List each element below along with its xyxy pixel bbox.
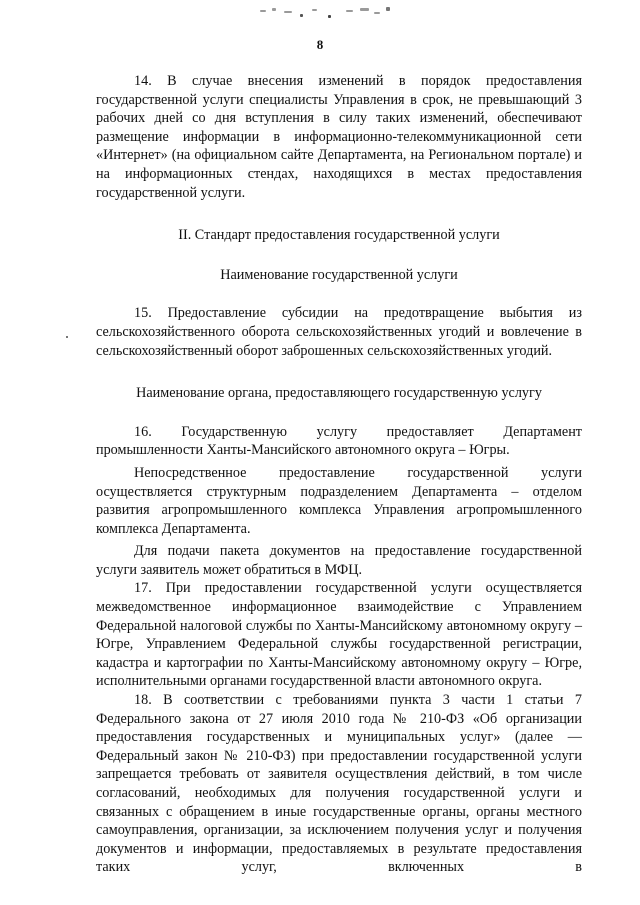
paragraph-16-mfc: Для подачи пакета документов на предоставление государственной услуги заявитель может обратиться в МФЦ. [96, 543, 582, 578]
paragraph-16-direct: Непосредственное предоставление государственной услуги осуществляется структурным подразделением Департамента – отделом развития агропромышленного комплекса Управления агропромышленного комплекса Департамента. [96, 464, 582, 537]
paragraph-15: 15. Предоставление субсидии на предотвращение выбытия из сельскохозяйственного оборота сельскохозяйственных угодий и вовлечение в сельскохозяйственный оборот заброшенных сельскохозяйственных угодий. [96, 305, 582, 359]
section-title: II. Стандарт предоставления государственной услуги [178, 227, 500, 244]
heading-organ-name: Наименование органа, предоставляющего государственную услугу [136, 385, 542, 402]
paragraph-14: 14. В случае внесения изменений в порядок предоставления государственной услуги специалисты Управления в срок, не превышающий 3 рабочих дней со дня вступления в силу таких изменений, обеспечивают размещение информации в информационно-телекоммуникационной сети «Интернет» (на официальном сайте Департамента, на Региональном портале) и на информационных стендах, находящихся в местах предоставления государственной услуги. [96, 73, 582, 201]
heading-service-name: Наименование государственной услуги [220, 266, 458, 283]
paragraph-17: 17. При предоставлении государственной услуги осуществляется межведомственное информационное взаимодействие с Управлением Федеральной налоговой службы по Ханты-Мансийскому автономному округу – Югре, Управлением Федеральной службы государственной регистрации, кадастра и картографии по Ханты-Мансийскому автономному округу – Югре, исполнительными органами государственной власти автономного округа. [96, 580, 582, 690]
document-body [96, 72, 582, 877]
paragraph-16: 16. Государственную услугу предоставляет Департамент промышленности Ханты-Мансийского автономного округа – Югры. [96, 423, 582, 459]
scan-speck [66, 336, 68, 338]
paragraph-18: 18. В соответствии с требованиями пункта 3 части 1 статьи 7 Федерального закона от 27 июля 2010 года № 210-ФЗ «Об организации предоставления государственных и муниципальных услуг» (далее — Федеральный закон № 210-ФЗ) при предоставлении государственной услуги запрещается требовать от заявителя осуществления действий, в том числе согласований, необходимых для получения государственной услуги и связанных с обращением в иные государственные органы, органы местного самоуправления, организации, за исключением получения услуг и получения документов и информации, предоставляемых в результате предоставления таких услуг, включенных в [96, 692, 582, 876]
scan-artifact [250, 6, 400, 20]
page-number: 8 [316, 37, 324, 52]
